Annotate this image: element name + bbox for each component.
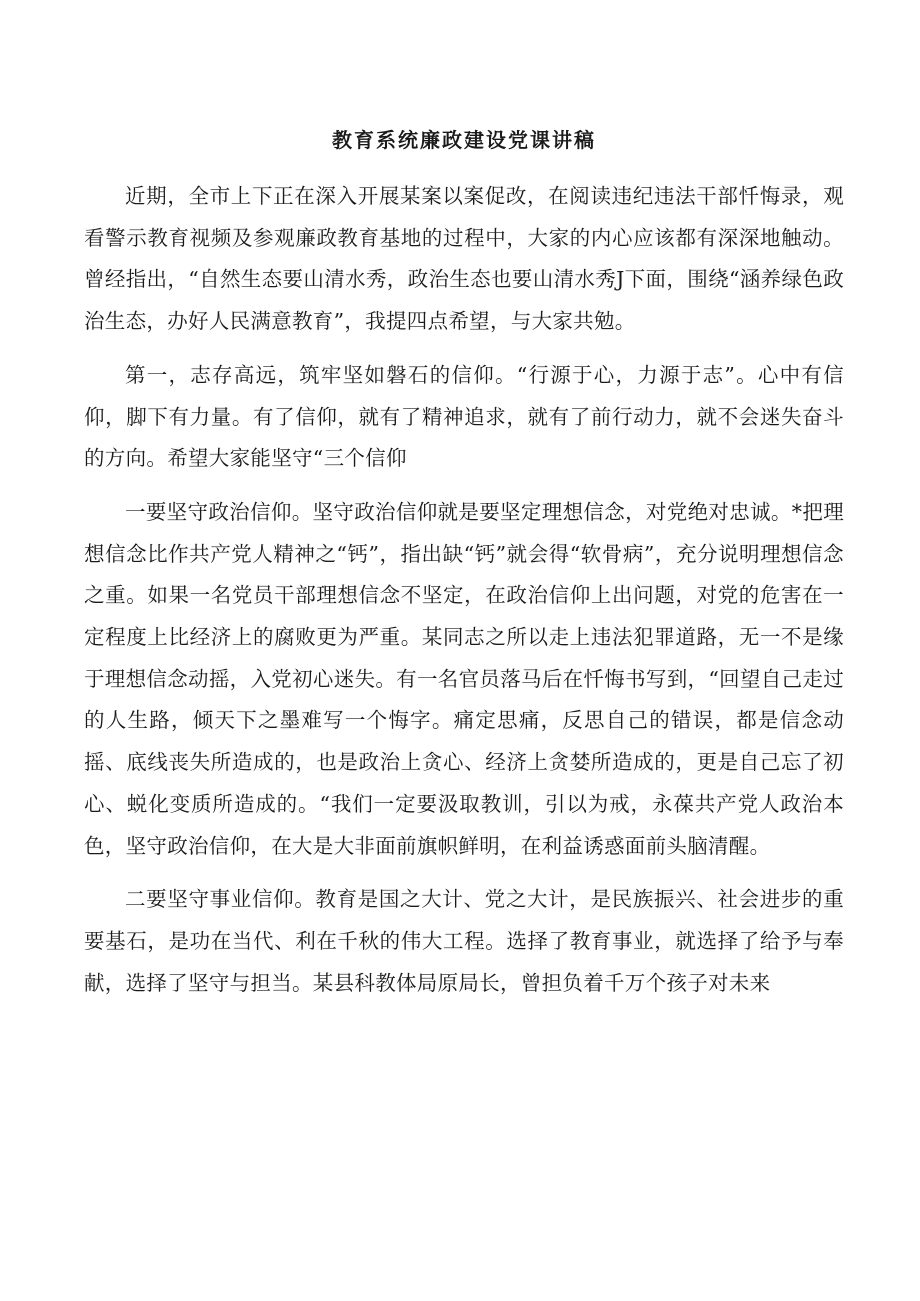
document-page	[84, 118, 844, 1016]
paragraph-intro: 近期，全市上下正在深入开展某案以案促改，在阅读违纪违法干部忏悔录，观看警示教育视频及参观廉政教育基地的过程中，大家的内心应该都有深深地触动。曾经指出，“自然生态要山清水秀，政治生态也要山清水秀J下面，围绕“涵养绿色政治生态，办好人民满意教育”，我提四点希望，与大家共勉。	[84, 184, 844, 334]
paragraph-career-belief: 二要坚守事业信仰。教育是国之大计、党之大计，是民族振兴、社会进步的重要基石，是功在当代、利在千秋的伟大工程。选择了教育事业，就选择了给予与奉献，选择了坚守与担当。某县科教体局原局长，曾担负着千万个孩子对未来	[84, 887, 844, 995]
paragraph-political-belief: 一要坚守政治信仰。坚守政治信仰就是要坚定理想信念，对党绝对忠诚。*把理想信念比作共产党人精神之“钙”，指出缺“钙”就会得“软骨病”，充分说明理想信念之重。如果一名党员干部理想信念不坚定，在政治信仰上出问题，对党的危害在一定程度上比经济上的腐败更为严重。某同志之所以走上违法犯罪道路，无一不是缘于理想信念动摇，入党初心迷失。有一名官员落马后在忏悔书写到，“回望自己走过的人生路，倾天下之墨难写一个悔字。痛定思痛，反思自己的错误，都是信念动摇、底线丧失所造成的，也是政治上贪心、经济上贪婪所造成的，更是自己忘了初心、蜕化变质所造成的。“我们一定要汲取教训，引以为戒，永葆共产党人政治本色，坚守政治信仰，在大是大非面前旗帜鲜明，在利益诱惑面前头脑清醒。	[84, 499, 844, 858]
document-title: 教育系统廉政建设党课讲稿	[332, 128, 596, 152]
paragraph-first-point: 第一，志存高远，筑牢坚如磐石的信仰。“行源于心，力源于志”。心中有信仰，脚下有力量。有了信仰，就有了精神追求，就有了前行动力，就不会迷失奋斗的方向。希望大家能坚守“三个信仰	[84, 362, 844, 471]
